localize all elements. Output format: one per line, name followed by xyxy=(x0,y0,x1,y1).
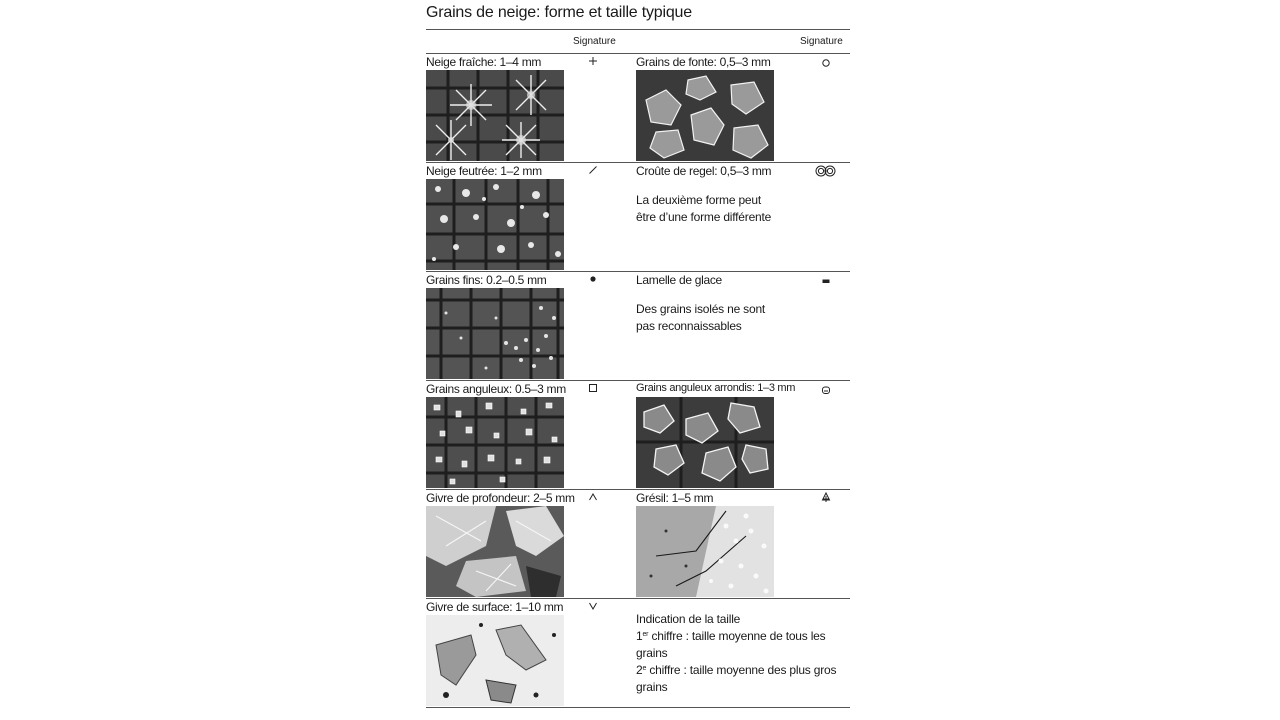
fine-grains-photo xyxy=(426,288,564,379)
divider xyxy=(426,29,850,30)
grain-label-depth-hoar: Givre de profondeur: 2–5 mm xyxy=(426,491,575,505)
grain-label-fresh-snow: Neige fraîche: 1–4 mm xyxy=(426,55,542,69)
graupel-photo xyxy=(636,506,774,597)
slash-symbol-icon xyxy=(585,164,601,176)
felted-snow-photo xyxy=(426,179,564,270)
size-second-figure-cont: grains xyxy=(636,680,668,694)
dot-symbol-icon xyxy=(585,273,601,285)
circle-symbol-icon xyxy=(818,57,834,69)
snow-grain-table xyxy=(426,0,850,720)
graupel-symbol-icon xyxy=(818,491,834,503)
double-circle-symbol-icon xyxy=(814,165,838,177)
grain-label-faceted-grains: Grains anguleux: 0.5–3 mm xyxy=(426,382,566,396)
signature-header-left: Signature xyxy=(573,36,616,47)
crust-note-line-2: être d’une forme différente xyxy=(636,210,772,224)
ice-layer-note-line-1: Des grains isolés ne sont xyxy=(636,302,766,316)
size-first-figure: 1er chiffre : taille moyenne de tous les xyxy=(636,629,826,643)
divider xyxy=(426,53,850,54)
page-title: Grains de neige: forme et taille typique xyxy=(426,4,692,21)
crust-note-line-1: La deuxième forme peut xyxy=(636,193,762,207)
grain-label-melt-grains: Grains de fonte: 0,5–3 mm xyxy=(636,55,771,69)
divider xyxy=(426,489,850,490)
depth-hoar-photo xyxy=(426,506,564,597)
grain-label-graupel: Grésil: 1–5 mm xyxy=(636,491,714,505)
divider xyxy=(426,598,850,599)
rounded-square-symbol-icon xyxy=(818,384,834,396)
caret-up-symbol-icon xyxy=(585,491,601,503)
signature-header-right: Signature xyxy=(800,36,843,47)
square-symbol-icon xyxy=(585,382,601,394)
grain-label-ice-layer: Lamelle de glace xyxy=(636,273,722,287)
size-indication-title: Indication de la taille xyxy=(636,612,741,626)
rounding-faceted-photo xyxy=(636,397,774,488)
surface-hoar-photo xyxy=(426,615,564,706)
faceted-grains-photo xyxy=(426,397,564,488)
plus-symbol-icon xyxy=(585,55,601,67)
grain-label-surface-hoar: Givre de surface: 1–10 mm xyxy=(426,600,564,614)
size-first-figure-cont: grains xyxy=(636,646,668,660)
bar-symbol-icon xyxy=(818,275,834,287)
melt-grains-photo xyxy=(636,70,774,161)
divider xyxy=(426,271,850,272)
size-second-figure: 2e chiffre : taille moyenne des plus gros xyxy=(636,663,837,677)
grain-label-fine-grains: Grains fins: 0.2–0.5 mm xyxy=(426,273,547,287)
ice-layer-note-line-2: pas reconnaissables xyxy=(636,319,742,333)
divider xyxy=(426,380,850,381)
divider xyxy=(426,162,850,163)
caret-down-symbol-icon xyxy=(585,600,601,612)
grain-label-felted-snow: Neige feutrée: 1–2 mm xyxy=(426,164,542,178)
fresh-snow-photo xyxy=(426,70,564,161)
grain-label-melt-freeze-crust: Croûte de regel: 0,5–3 mm xyxy=(636,164,772,178)
divider xyxy=(426,707,850,708)
grain-label-rounding-faceted: Grains anguleux arrondis: 1–3 mm xyxy=(636,382,796,394)
